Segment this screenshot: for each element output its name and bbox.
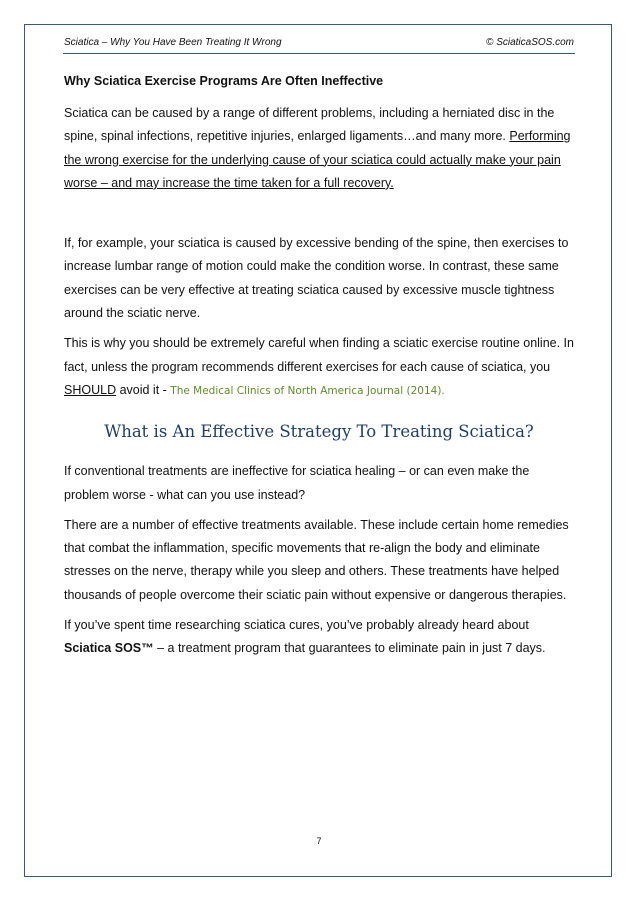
paragraph: If conventional treatments are ineffective for sciatica healing – or can even make the problem worse - what can you use instead?	[64, 464, 530, 502]
paragraph	[64, 102, 574, 195]
paragraph-text: If you’ve spent time researching sciatica cures, you’ve probably already heard about	[64, 618, 529, 633]
page-number: 7	[316, 836, 322, 846]
spacer	[64, 507, 574, 514]
paragraph-text: This is why you should be extremely careful when finding a sciatic exercise routine online. In fact, unless the program recommends different exercises for each cause of sciatica, you	[64, 336, 574, 374]
paragraph: There are a number of effective treatments available. These include certain home remedies that combat the inflammation, specific movements that re-align the body and eliminate stresses on the nerve, therapy while you sleep and others. These treatments have helped thousands of people overcome their sciatic pain without expensive or dangerous therapies.	[64, 517, 569, 602]
paragraph: If, for example, your sciatica is caused by excessive bending of the spine, then exercises to increase lumbar range of motion could make the condition worse. In contrast, these same exercises can be very effective at treating sciatica caused by excessive muscle tightness around the sciatic nerve.	[64, 236, 569, 321]
spacer	[64, 325, 574, 332]
spacer	[64, 441, 574, 460]
header-divider	[63, 53, 575, 54]
underlined-statement: Performing the wrong exercise for the underlying cause of your sciatica could actually make your pain worse – and may increase the time taken for a full recovery.	[64, 129, 571, 190]
paragraph-text: avoid it -	[116, 382, 171, 397]
paragraph	[64, 614, 574, 661]
spacer	[64, 607, 574, 614]
paragraph-text: Sciatica can be caused by a range of different problems, including a herniated disc in the spine, spinal infections, repetitive injuries, enlarged ligaments…and many more.	[64, 106, 555, 144]
running-header-copyright: © SciaticaSOS.com	[486, 37, 574, 48]
section-heading: Why Sciatica Exercise Programs Are Often Ineffective	[64, 74, 384, 88]
paragraph-text: – a treatment program that guarantees to eliminate pain in just 7 days.	[153, 641, 546, 656]
page-content	[64, 74, 574, 661]
product-name: Sciatica SOS™	[64, 641, 154, 656]
section-title: What is An Effective Strategy To Treating Sciatica?	[104, 422, 534, 442]
citation: The Medical Clinics of North America Journal (2014).	[170, 384, 445, 397]
spacer	[64, 195, 574, 232]
running-header-title: Sciatica – Why You Have Been Treating It Wrong	[64, 37, 282, 48]
emphasis-should: SHOULD	[64, 382, 117, 397]
spacer	[64, 403, 574, 422]
paragraph	[64, 332, 574, 403]
